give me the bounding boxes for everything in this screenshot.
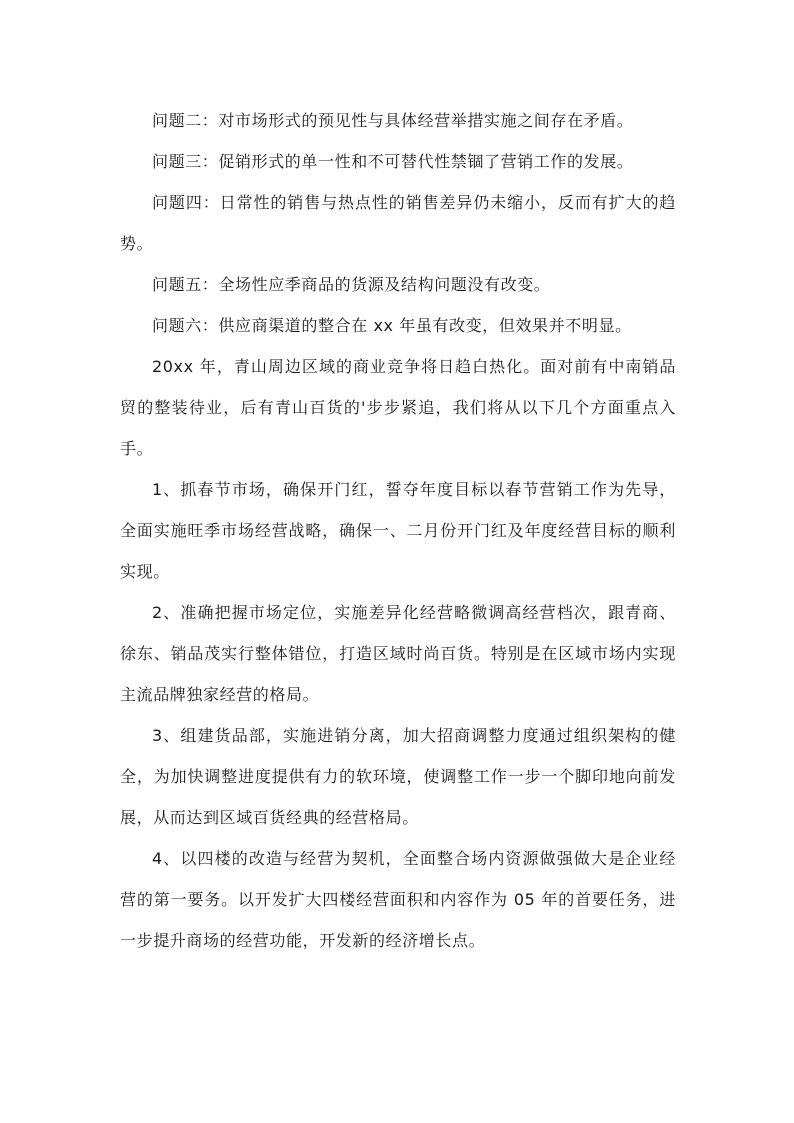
paragraph-issue-3: 问题三：促销形式的单一性和不可替代性禁锢了营销工作的发展。 — [152, 152, 634, 171]
paragraph-point-4: 4、以四楼的改造与经营为契机，全面整合场内资源做强做大是企业经营的第一要务。以开发扩大四楼经营面积和内容作为 05 年的首要任务，进一步提升商场的经营功能，开发新的经济增长点。 — [120, 849, 676, 950]
document-body — [120, 100, 676, 961]
paragraph-issue-2: 问题二：对市场形式的预见性与具体经营举措实施之间存在矛盾。 — [152, 111, 634, 130]
paragraph-issue-4: 问题四：日常性的销售与热点性的销售差异仍未缩小，反而有扩大的趋势。 — [120, 193, 676, 253]
paragraph-point-3: 3、组建货品部，实施进销分离，加大招商调整力度通过组织架构的健全，为加快调整进度提供有力的软环境，使调整工作一步一个脚印地向前发展，从而达到区域百货经典的经营格局。 — [120, 726, 676, 827]
paragraph-outlook: 20xx 年，青山周边区域的商业竞争将日趋白热化。面对前有中南销品贸的整装待业，后有青山百货的'步步紧追，我们将从以下几个方面重点入手。 — [120, 357, 676, 458]
paragraph-point-1: 1、抓春节市场，确保开门红，誓夺年度目标以春节营销工作为先导，全面实施旺季市场经营战略，确保一、二月份开门红及年度经营目标的顺利实现。 — [120, 480, 676, 581]
paragraph-issue-6: 问题六：供应商渠道的整合在 xx 年虽有改变，但效果并不明显。 — [152, 316, 632, 335]
paragraph-point-2: 2、准确把握市场定位，实施差异化经营略微调高经营档次，跟青商、徐东、销品茂实行整体错位，打造区域时尚百货。特别是在区域市场内实现主流品牌独家经营的格局。 — [120, 603, 676, 704]
paragraph-issue-5: 问题五：全场性应季商品的货源及结构问题没有改变。 — [152, 275, 551, 294]
